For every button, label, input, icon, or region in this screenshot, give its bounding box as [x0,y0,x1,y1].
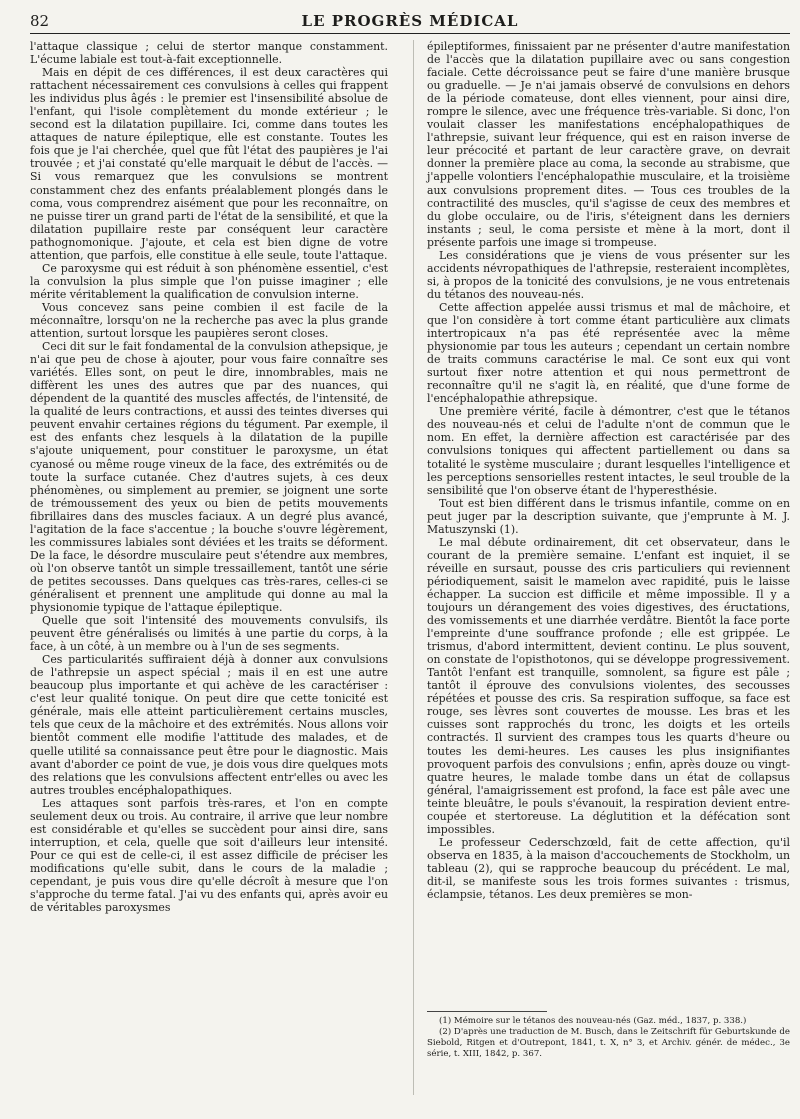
paragraph: épileptiformes, finissaient par ne présenter d'autre manifestation de l'accès que la dilatation pupillaire avec ou sans congestion faciale. Cette décroissance peut se faire d'une manière brusque ou graduelle. — Je n'ai jamais observé de convulsions en dehors de la période comateuse, dont elles viennent, pour ainsi dire, rompre le silence, avec une fréquence très-variable. Si donc, l'on voulait classer les manifestations encéphalopathiques de l'athrepsie, suivant leur fréquence, qui est en raison inverse de leur précocité et partant de leur caractère grave, on devrait donner la première place au coma, la seconde au strabisme, que j'appelle volontiers l'encéphalopathie musculaire, et la troisième aux convulsions proprement dites. — Tous ces troubles de la contractilité des muscles, qu'il s'agisse de ceux des membres et du globe occulaire, ou de l'iris, s'éteignent dans les derniers instants ; seul, le coma persiste et mène à la mort, dont il présente parfois une image si trompeuse. [427,40,790,249]
footnote: (1) Mémoire sur le tétanos des nouveau-nés (Gaz. méd., 1837, p. 338.) [439,1016,747,1026]
paragraph: Ces particularités suffiraient déjà à donner aux convulsions de l'athrepsie un aspect spécial ; mais il en est une autre beaucoup plus importante et qui achève de les caractériser : c'est leur qualité tonique. On peut dire que cette tonicité est générale, mais elle atteint particulièrement certains muscles, tels que ceux de la mâchoire et des extrémités. Nous allons voir bientôt comment elle modifie l'attitude des malades, et de quelle utilité sa connaissance peut être pour le diagnostic. Mais avant d'aborder ce point de vue, je dois vous dire quelques mots des relations que les convulsions affectent entr'elles ou avec les autres troubles encéphalopathiques. [30,653,388,797]
paragraph: Ce paroxysme qui est réduit à son phénomène essentiel, c'est la convulsion la plus simple que l'on puisse imaginer ; elle mérite véritablement la qualification de convulsion interne. [30,261,388,301]
paragraph: Tout est bien différent dans le trismus infantile, comme on en peut juger par la description suivante, que j'emprunte à M. J. Matuszynski (1). [427,496,790,536]
paragraph: Cette affection appelée aussi trismus et mal de mâchoire, et que l'on considère à tort comme étant particulière aux climats intertropicaux n'a pas été représentée avec la même physionomie par tous les auteurs ; cependant un certain nombre de traits communs caractérise le mal. Ce sont eux qui vont surtout fixer notre attention et qui nous permettront de reconnaître qu'il ne s'agit là, en réalité, que d'une forme de l'encéphalopathie athrepsique. [427,300,790,406]
paragraph: l'attaque classique ; celui de stertor manque constamment. L'écume labiale est tout-à-fait exceptionnelle. [30,40,388,67]
header-rule [30,33,790,34]
paragraph: Quelle que soit l'intensité des mouvements convulsifs, ils peuvent être généralisés ou limités à une partie du corps, à la face, à un côté, à un membre ou à l'un de ses segments. [30,614,388,654]
footnote: (2) D'après une traduction de M. Busch, dans le Zeitschrift für Geburtskunde de Siebold, Ritgen et d'Outrepont, 1841, t. X, n° 3, et Archiv. génér. de médec., 3e série, t. XIII, 1842, p. 367. [427,1027,790,1059]
paragraph: Les considérations que je viens de vous présenter sur les accidents névropathiques de l'athrepsie, resteraient incomplètes, si, à propos de la tonicité des convulsions, je ne vous entretenais du tétanos des nouveau-nés. [427,248,790,301]
paragraph: Le professeur Cederschzœld, fait de cette affection, qu'il observa en 1835, à la maison d'accouchements de Stockholm, un tableau (2), qui se rapproche beaucoup du précédent. Le mal, dit-il, se manifeste sous les trois formes suivantes : trismus, éclampsie, tétanos. Les deux premières se mon- [427,835,790,902]
paragraph: Mais en dépit de ces différences, il est deux caractères qui rattachent nécessairement ces convulsions à celles qui frappent les individus plus âgés : le premier est l'insensibilité absolue de l'enfant, qui l'isole complètement du monde extérieur ; le second est la dilatation pupillaire. Ici, comme dans toutes les attaques de nature épileptique, elle est constante. Toutes les fois que je l'ai cherchée, quel que fût l'état des paupières je l'ai trouvée ; et j'ai constaté qu'elle marquait le début de l'accès. — Si vous remarquez que les convulsions se montrent constamment chez des enfants préalablement plongés dans le coma, vous comprendrez aisément que pour les reconnaître, on ne puisse tirer un grand parti de l'état de la sensibilité, et que la dilatation pupillaire reste par conséquent leur caractère pathognomonique. J'ajoute, et cela est bien digne de votre attention, que parfois, elle constitue à elle seule, toute l'attaque. [30,66,388,262]
page-number: 82 [30,12,50,30]
paragraph: Vous concevez sans peine combien il est facile de la méconnaître, lorsqu'on ne la recherche pas avec la plus grande attention, surtout lorsque les paupières seront closes. [30,300,388,341]
paragraph: Ceci dit sur le fait fondamental de la convulsion athepsique, je n'ai que peu de chose à ajouter, pour vous faire connaître ses variétés. Elles sont, on peut le dire, innombrables, mais ne diffèrent les unes des autres que par des nuances, qui dépendent de la quantité des muscles affectés, de l'intensité, de la qualité de leurs contractions, et aussi des teintes diverses qui peuvent envahir certaines régions du tégument. Par exemple, il est des enfants chez lesquels à la dilatation de la pupille s'ajoute uniquement, pour constituer le paroxysme, un état cyanosé ou même rouge vineux de la face, des extrémités ou de toute la surface cutanée. Chez d'autres sujets, à ces deux phénomènes, ou simplement au premier, se joignent une sorte de trémoussement des yeux ou bien de petits mouvements fibrillaires dans des muscles faciaux. A un degré plus avancé, l'agitation de la face s'accentue ; la bouche s'ouvre légèrement, les commissures labiales sont déviées et les traits se déforment. De la face, le désordre musculaire peut s'étendre aux membres, où l'on observe tantôt un simple tressaillement, tantôt une série de petites secousses. Dans quelques cas très-rares, celles-ci se généralisent et prennent une amplitude qui donne au mal la physionomie typique de l'attaque épileptique. [30,340,388,615]
footnotes [427,1016,790,1060]
right-column [427,40,790,901]
paragraph: Une première vérité, facile à démontrer, c'est que le tétanos des nouveau-nés et celui de l'adulte n'ont de commun que le nom. En effet, la dernière affection est caractérisée par des convulsions toniques qui affectent partiellement ou dans sa totalité le système musculaire ; durant lesquelles l'intelligence et les perceptions sensorielles restent intactes, le seul trouble de la sensibilité que l'on observe étant de l'hyperesthésie. [427,405,790,497]
left-column [30,40,388,914]
paragraph: Les attaques sont parfois très-rares, et l'on en compte seulement deux ou trois. Au contraire, il arrive que leur nombre est considérable et qu'elles se succèdent pour ainsi dire, sans interruption, et cela, quelle que soit d'ailleurs leur intensité. Pour ce qui est de celle-ci, il est assez difficile de préciser les modifications qu'elle subit, dans le cours de la maladie ; cependant, je puis vous dire qu'elle décroît à mesure que l'on s'approche du terme fatal. J'ai vu des enfants qui, après avoir eu de véritables paroxysmes [30,796,388,915]
column-divider [413,40,414,1095]
journal-title: LE PROGRÈS MÉDICAL [301,12,519,30]
paragraph: Le mal débute ordinairement, dit cet observateur, dans le courant de la première semaine. L'enfant est inquiet, il se réveille en sursaut, pousse des cris particuliers qui reviennent périodiquement, saisit le mamelon avec rapidité, puis le laisse échapper. La succion est difficile et même impossible. Il y a toujours un dérangement des voies digestives, des éructations, des vomissements et une diarrhée verdâtre. Bientôt la face porte l'empreinte d'une souffrance profonde ; elle est grippée. Le trismus, d'abord intermittent, devient continu. Le plus souvent, on constate de l'opisthotonos, qui se développe progressivement. Tantôt l'enfant est tranquille, somnolent, sa figure est pâle ; tantôt il éprouve des convulsions violentes, des secousses répétées et pousse des cris. Sa respiration suffoque, sa face est rouge, ses lèvres sont couvertes de mousse. Les bras et les cuisses sont rapprochés du tronc, les doigts et les orteils contractés. Il survient des crampes tous les quarts d'heure ou toutes les demi-heures. Les causes les plus insignifiantes provoquent parfois des convulsions ; enfin, après douze ou vingt-quatre heures, le malade tombe dans un état de collapsus général, l'amaigrissement est profond, la face est pâle avec une teinte bleuâtre, le pouls s'évanouit, la respiration devient entre-coupée et stertoreuse. La déglutition et la défécation sont impossibles. [427,535,790,836]
page-header [30,10,790,34]
footnote-rule [427,1011,547,1012]
